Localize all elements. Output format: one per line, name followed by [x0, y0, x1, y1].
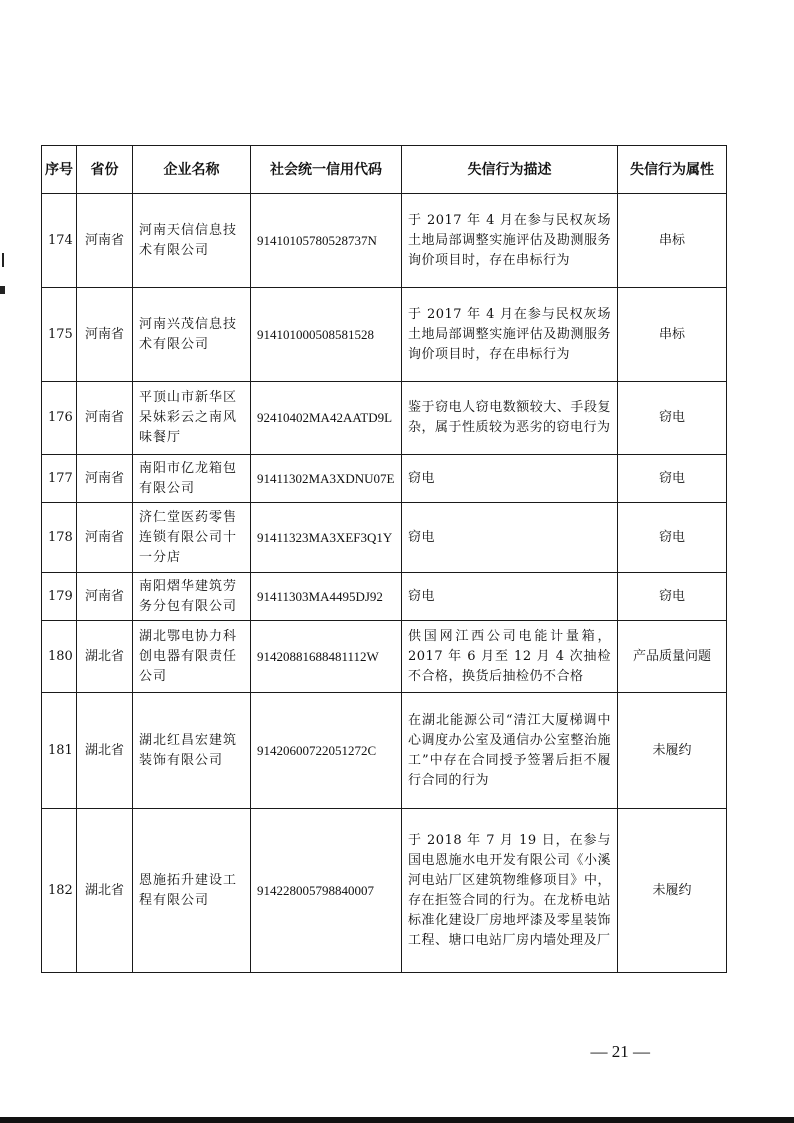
table-header-row	[42, 146, 727, 194]
row-province: 湖北省	[77, 621, 133, 693]
row-no: 181	[42, 693, 77, 809]
row-company: 河南兴茂信息技术有限公司	[133, 288, 251, 382]
row-description: 于 2017 年 4 月在参与民权灰场土地局部调整实施评估及勘测服务询价项目时，存在串标行为	[402, 288, 618, 382]
header-description: 失信行为描述	[402, 146, 618, 194]
row-no: 178	[42, 503, 77, 573]
row-no: 177	[42, 455, 77, 503]
row-code: 91411303MA4495DJ92	[251, 573, 402, 621]
table-row	[42, 809, 727, 973]
header-province: 省份	[77, 146, 133, 194]
header-code: 社会统一信用代码	[251, 146, 402, 194]
row-attribute: 未履约	[618, 693, 727, 809]
row-company: 恩施拓升建设工程有限公司	[133, 809, 251, 973]
row-no: 176	[42, 382, 77, 455]
row-attribute: 产品质量问题	[618, 621, 727, 693]
row-description: 供国网江西公司电能计量箱，2017 年 6 月至 12 月 4 次抽检不合格，换货后抽检仍不合格	[402, 621, 618, 693]
row-code: 92410402MA42AATD9L	[251, 382, 402, 455]
row-code: 91411302MA3XDNU07E	[251, 455, 402, 503]
row-description: 于 2018 年 7 月 19 日，在参与国电恩施水电开发有限公司《小溪河电站厂区建筑物维修项目》中，存在拒签合同的行为。在龙桥电站标准化建设厂房地坪漆及零星装饰工程、塘口电站厂房内墙处理及厂	[402, 809, 618, 973]
row-description: 在湖北能源公司“清江大厦梯调中心调度办公室及通信办公室整治施工”中存在合同授予签署后拒不履行合同的行为	[402, 693, 618, 809]
row-company: 湖北鄂电协力科创电器有限责任公司	[133, 621, 251, 693]
table-row	[42, 503, 727, 573]
row-attribute: 窃电	[618, 573, 727, 621]
row-description: 于 2017 年 4 月在参与民权灰场土地局部调整实施评估及勘测服务询价项目时，存在串标行为	[402, 194, 618, 288]
header-no: 序号	[42, 146, 77, 194]
row-province: 河南省	[77, 573, 133, 621]
row-no: 175	[42, 288, 77, 382]
blacklist-table	[41, 145, 727, 973]
table-row	[42, 288, 727, 382]
table-row	[42, 382, 727, 455]
row-no: 180	[42, 621, 77, 693]
scan-mark	[2, 253, 4, 267]
row-attribute: 串标	[618, 288, 727, 382]
table-row	[42, 621, 727, 693]
row-code: 914228005798840007	[251, 809, 402, 973]
header-attribute: 失信行为属性	[618, 146, 727, 194]
row-attribute: 串标	[618, 194, 727, 288]
row-province: 河南省	[77, 455, 133, 503]
row-no: 182	[42, 809, 77, 973]
row-no: 174	[42, 194, 77, 288]
row-company: 南阳熠华建筑劳务分包有限公司	[133, 573, 251, 621]
row-province: 河南省	[77, 288, 133, 382]
scan-mark	[0, 286, 5, 294]
row-code: 91411323MA3XEF3Q1Y	[251, 503, 402, 573]
row-description: 窃电	[402, 503, 618, 573]
row-code: 914101000508581528	[251, 288, 402, 382]
row-company: 南阳市亿龙箱包有限公司	[133, 455, 251, 503]
scan-border	[0, 1117, 794, 1123]
row-company: 湖北红昌宏建筑装饰有限公司	[133, 693, 251, 809]
row-attribute: 窃电	[618, 503, 727, 573]
row-description: 窃电	[402, 573, 618, 621]
row-code: 91420881688481112W	[251, 621, 402, 693]
table-row	[42, 455, 727, 503]
row-company: 河南天信信息技术有限公司	[133, 194, 251, 288]
row-description: 鉴于窃电人窃电数额较大、手段复杂，属于性质较为恶劣的窃电行为	[402, 382, 618, 455]
row-province: 河南省	[77, 382, 133, 455]
table-row	[42, 573, 727, 621]
row-company: 济仁堂医药零售连锁有限公司十一分店	[133, 503, 251, 573]
header-company: 企业名称	[133, 146, 251, 194]
row-province: 河南省	[77, 194, 133, 288]
row-attribute: 未履约	[618, 809, 727, 973]
table-row	[42, 194, 727, 288]
table-row	[42, 693, 727, 809]
row-attribute: 窃电	[618, 455, 727, 503]
row-province: 湖北省	[77, 693, 133, 809]
row-code: 91410105780528737N	[251, 194, 402, 288]
row-province: 河南省	[77, 503, 133, 573]
row-description: 窃电	[402, 455, 618, 503]
row-company: 平顶山市新华区呆妹彩云之南风味餐厅	[133, 382, 251, 455]
row-attribute: 窃电	[618, 382, 727, 455]
row-no: 179	[42, 573, 77, 621]
row-province: 湖北省	[77, 809, 133, 973]
row-code: 91420600722051272C	[251, 693, 402, 809]
page-number: — 21 —	[590, 1042, 650, 1061]
